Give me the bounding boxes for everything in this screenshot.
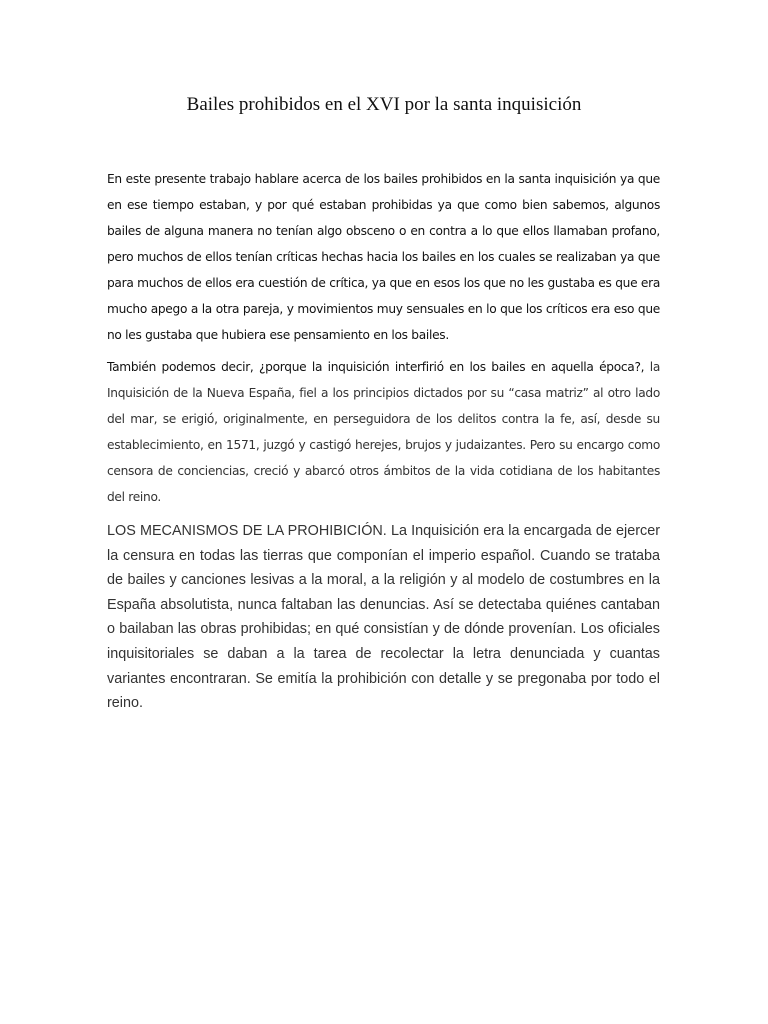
paragraph-2-body: la Inquisición de la Nueva España, fiel a los principios dictados por su “casa matriz” al otro lado del mar, se erigió, originalmente, en perseguidora de los delitos contra la fe, así, desde su establecimiento, en 1571, juzgó y castigó herejes, brujos y judaizantes. Pero su encargo como censora de conciencias, creció y abarcó otros ámbitos de la vida cotidiana de los habitantes del reino. bbox=[107, 360, 660, 504]
paragraph-introduction: En este presente trabajo hablare acerca de los bailes prohibidos en la santa inquisición ya que en ese tiempo estaban, y por qué estaban prohibidas ya que como bien sabemos, algunos bailes de alguna manera no tenían algo obsceno o en contra a lo que ellos llamaban profano, pero muchos de ellos tenían críticas hechas hacia los bailes en los cuales se realizaban ya que para muchos de ellos era cuestión de crítica, ya que en esos los que no les gustaba es que era mucho apego a la otra pareja, y movimientos muy sensuales en lo que los críticos era eso que no les gustaba que hubiera ese pensamiento en los bailes. bbox=[107, 172, 660, 342]
section-heading-mecanismos: LOS MECANISMOS DE LA PROHIBICIÓN. bbox=[107, 523, 387, 539]
paragraph-3-body: La Inquisición era la encargada de ejercer la censura en todas las tierras que componían el imperio español. Cuando se trataba de bailes y canciones lesivas a la moral, a la religión y al modelo de costumbres en la España absolutista, nunca faltaban las denuncias. Así se detectaba quiénes cantaban o bailaban las obras prohibidas; en qué consistían y de dónde provenían. Los oficiales inquisitoriales se daban a la tarea de recolectar la letra denunciada y cuantas variantes encontraran. Se emitía la prohibición con detalle y se pregonaba por todo el reino. bbox=[107, 523, 660, 712]
document-title: Bailes prohibidos en el XVI por la santa inquisición bbox=[186, 94, 582, 115]
paragraph-inquisition-interference bbox=[107, 354, 660, 510]
paragraph-prohibition-mechanisms bbox=[107, 519, 660, 716]
paragraph-2-lead-sentence: También podemos decir, ¿porque la inquisición interfirió en los bailes en aquella época?, bbox=[107, 360, 645, 374]
